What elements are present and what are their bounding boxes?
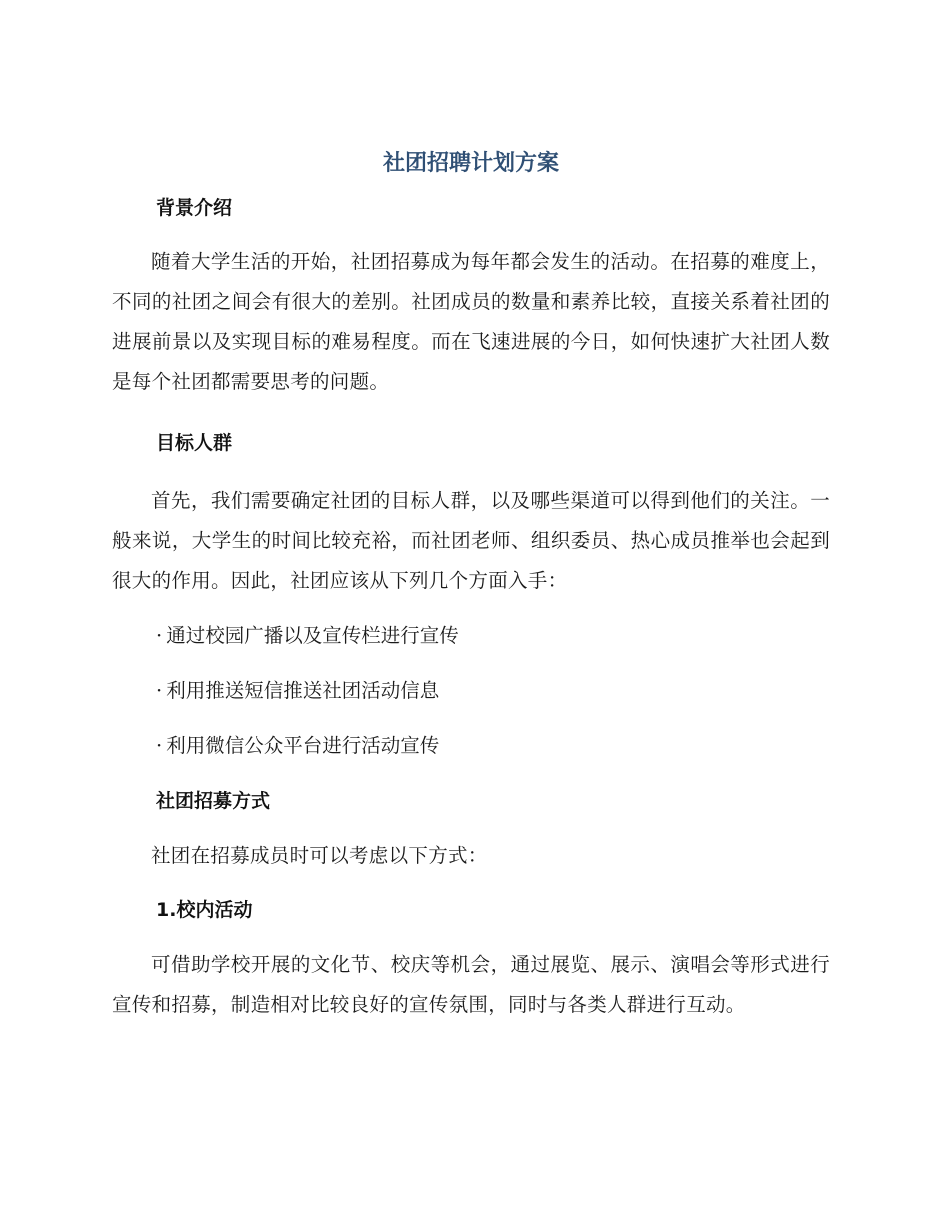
list-item-text: 利用微信公众平台进行活动宣传 bbox=[166, 734, 440, 757]
list-item-text: 利用推送短信推送社团活动信息 bbox=[166, 679, 440, 702]
bullet-mark: · bbox=[156, 679, 163, 702]
heading-methods: 社团招募方式 bbox=[156, 790, 271, 812]
bullet-mark: · bbox=[156, 734, 163, 757]
paragraph-background: 随着大学生活的开始，社团招募成为每年都会发生的活动。在招募的难度上，不同的社团之间会有很大的差别。社团成员的数量和素养比较，直接关系着社团的进展前景以及实现目标的难易程度。而在飞速进展的今日，如何快速扩大社团人数是每个社团都需要思考的问题。 bbox=[112, 250, 830, 393]
heading-campus: 1.校内活动 bbox=[156, 899, 253, 921]
heading-background: 背景介绍 bbox=[156, 197, 233, 219]
paragraph-methods: 社团在招募成员时可以考虑以下方式： bbox=[151, 844, 488, 867]
list-item bbox=[156, 731, 439, 761]
document-title: 社团招聘计划方案 bbox=[382, 151, 559, 176]
list-item bbox=[156, 676, 439, 706]
list-item bbox=[156, 621, 459, 651]
bullet-mark: · bbox=[156, 624, 163, 647]
paragraph-target: 首先，我们需要确定社团的目标人群，以及哪些渠道可以得到他们的关注。一般来说，大学生的时间比较充裕，而社团老师、组织委员、热心成员推举也会起到很大的作用。因此，社团应该从下列几个方面入手： bbox=[112, 489, 830, 592]
heading-target: 目标人群 bbox=[156, 432, 233, 454]
list-item-text: 通过校园广播以及宣传栏进行宣传 bbox=[166, 624, 459, 647]
paragraph-campus: 可借助学校开展的文化节、校庆等机会，通过展览、展示、演唱会等形式进行宣传和招募，制造相对比较良好的宣传氛围，同时与各类人群进行互动。 bbox=[112, 953, 830, 1016]
